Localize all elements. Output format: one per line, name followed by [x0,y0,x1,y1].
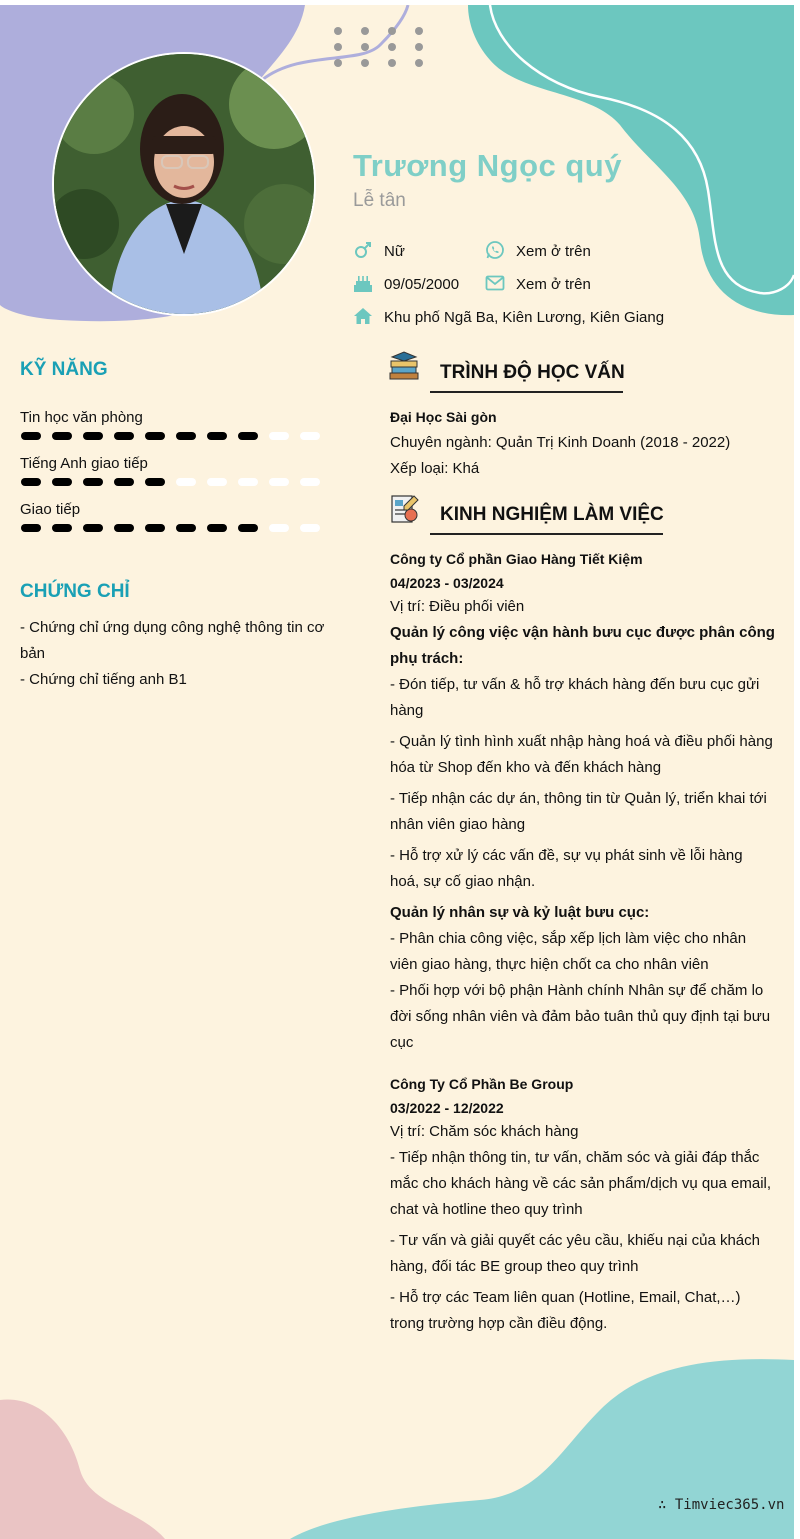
job-bullet: - Tiếp nhận thông tin, tư vấn, chăm sóc và giải đáp thắc mắc cho khách hàng về các sản phẩm/dịch vụ qua email, chat và hotline theo quy trình [390,1149,772,1218]
certificates-list [20,615,330,693]
education-rank: Xếp loại: Khá [390,460,480,477]
skill-label-office: Tin học văn phòng [20,409,143,426]
certificate-item: - Chứng chỉ ứng dụng công nghệ thông tin cơ bản [20,619,325,662]
skill-segment-filled [207,432,227,440]
experience-title-underline [430,533,663,535]
birthday-text: 09/05/2000 [384,276,460,293]
skill-segment-filled [145,524,165,532]
job-company: Công Ty Cổ Phần Be Group [390,1076,574,1092]
skill-segment-filled [21,432,41,440]
skill-segment-filled [83,432,103,440]
education-major: Chuyên ngành: Quản Trị Kinh Doanh (2018 - 2022) [390,434,731,451]
skill-segment-empty [176,478,196,486]
skill-segment-filled [21,478,41,486]
skill-segment-filled [238,432,258,440]
skill-segment-empty [300,432,320,440]
birthday-cake-icon [353,273,373,293]
job-company: Công ty Cổ phần Giao Hàng Tiết Kiệm [390,551,643,567]
certificates-title: CHỨNG CHỈ [20,581,130,602]
skill-bar-english [20,476,320,488]
skill-segment-filled [207,524,227,532]
job-bullet: - Quản lý tình hình xuất nhập hàng hoá và điều phối hàng hóa từ Shop đến kho và đến khách hàng [390,733,773,776]
gender-icon [353,240,373,260]
cv-page [0,5,794,1539]
skill-segment-empty [300,524,320,532]
skill-segment-filled [145,478,165,486]
experience-title: KINH NGHIỆM LÀM VIỆC [440,504,664,525]
job-bullet: - Tư vấn và giải quyết các yêu cầu, khiếu nại của khách hàng, đối tác BE group theo quy trình [390,1232,760,1275]
skill-bar-communication [20,522,320,534]
skill-segment-filled [52,524,72,532]
skills-title: KỸ NĂNG [20,359,108,380]
skill-segment-empty [269,524,289,532]
job-group-heading: Quản lý nhân sự và kỷ luật bưu cục: [390,904,650,921]
experience-job-2 [390,1071,775,1337]
skill-segment-filled [114,478,134,486]
job-bullet: - Phối hợp với bộ phận Hành chính Nhân sự để chăm lo đời sống nhân viên và đảm bảo tuân thủ quy định tại bưu cục [390,982,771,1051]
job-period: 04/2023 - 03/2024 [390,575,504,591]
gender-text: Nữ [384,243,405,260]
job-bullet: - Phân chia công việc, sắp xếp lịch làm việc cho nhân viên giao hàng, thực hiện chốt ca cho nhân viên [390,930,747,973]
skill-segment-filled [83,524,103,532]
phone-text: Xem ở trên [516,243,591,260]
education-books-icon [388,351,420,383]
job-group-heading: Quản lý công việc vận hành bưu cục được phân công phụ trách: [390,624,775,667]
job-bullet: - Tiếp nhận các dự án, thông tin từ Quản lý, triển khai tới nhân viên giao hàng [390,790,767,833]
experience-document-icon [388,493,420,525]
skill-segment-empty [238,478,258,486]
certificate-item: - Chứng chỉ tiếng anh B1 [20,671,187,688]
skill-segment-filled [176,432,196,440]
job-position: Vị trí: Điều phối viên [390,598,525,615]
skill-segment-filled [114,524,134,532]
job-bullet: - Hỗ trợ xử lý các vấn đề, sự vụ phát sinh về lỗi hàng hoá, sự cố giao nhận. [390,847,743,890]
phone-icon [485,240,505,260]
address-text: Khu phố Ngã Ba, Kiên Lương, Kiên Giang [384,309,665,326]
skill-segment-filled [238,524,258,532]
job-period: 03/2022 - 12/2022 [390,1100,504,1116]
skill-label-english: Tiếng Anh giao tiếp [20,455,148,472]
skill-segment-filled [21,524,41,532]
email-icon [485,273,505,293]
skill-segment-empty [269,432,289,440]
skill-segment-empty [300,478,320,486]
home-icon [353,306,373,326]
job-bullet: - Hỗ trợ các Team liên quan (Hotline, Email, Chat,…) trong trường hợp cần điều động. [390,1289,741,1332]
skill-segment-filled [52,432,72,440]
experience-job-1 [390,546,775,1056]
education-title: TRÌNH ĐỘ HỌC VẤN [440,362,625,383]
skill-segment-filled [83,478,103,486]
portrait-illustration [54,54,314,314]
job-position: Vị trí: Chăm sóc khách hàng [390,1123,579,1140]
job-bullet: - Đón tiếp, tư vấn & hỗ trợ khách hàng đến bưu cục gửi hàng [390,676,760,719]
education-school: Đại Học Sài gòn [390,409,497,425]
skill-segment-filled [176,524,196,532]
skill-segment-filled [114,432,134,440]
email-text: Xem ở trên [516,276,591,293]
candidate-name: Trương Ngọc quý [353,148,622,183]
education-details [390,404,775,482]
skill-segment-filled [145,432,165,440]
skill-segment-filled [52,478,72,486]
candidate-role: Lễ tân [353,190,406,211]
skill-segment-empty [269,478,289,486]
pink-blob [0,1400,165,1539]
skill-segment-empty [207,478,227,486]
skill-label-communication: Giao tiếp [20,501,81,518]
skill-bar-office [20,430,320,442]
site-watermark: ∴ Timviec365.vn [658,1497,785,1513]
profile-photo [52,52,316,316]
education-title-underline [430,391,623,393]
